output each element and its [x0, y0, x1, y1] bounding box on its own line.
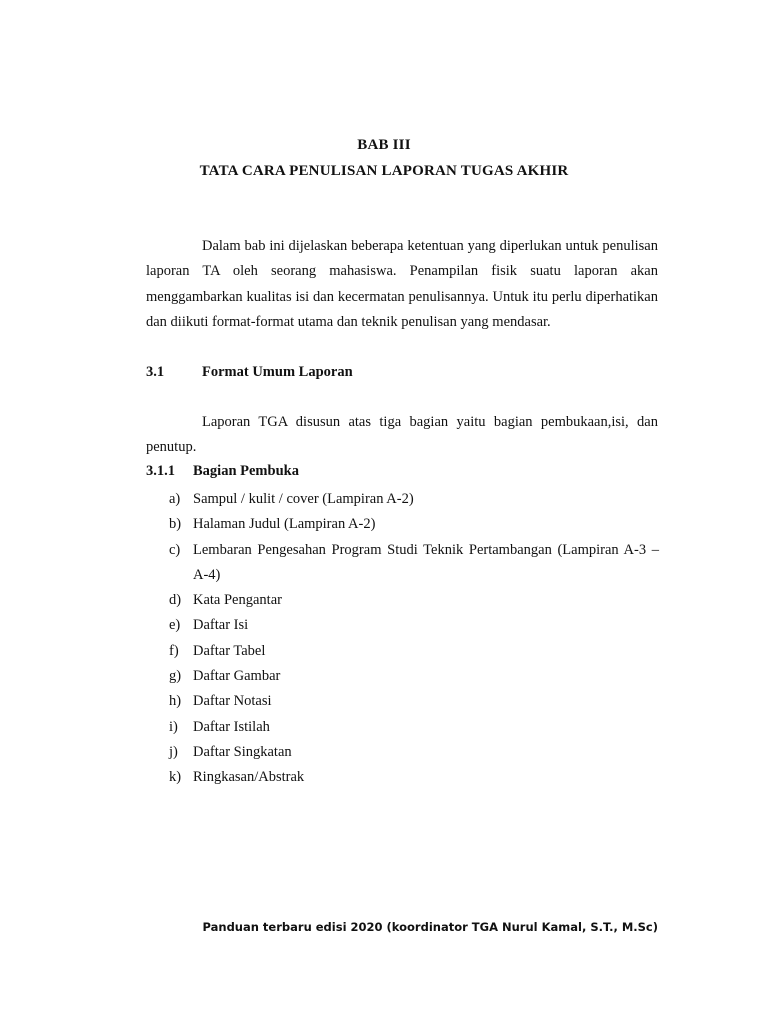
- subsection-title: Bagian Pembuka: [193, 463, 299, 479]
- list-item-text: Ringkasan/Abstrak: [193, 769, 305, 786]
- list-item: [169, 588, 659, 613]
- list-item: [169, 487, 659, 512]
- section-number: 3.1: [146, 364, 165, 380]
- list-item-text: Halaman Judul (Lampiran A-2): [193, 516, 376, 533]
- list-item: [169, 512, 659, 537]
- list-item-letter: f): [169, 642, 179, 659]
- list-item: [169, 613, 659, 638]
- list-item-letter: g): [169, 668, 182, 685]
- list-item-text: Sampul / kulit / cover (Lampiran A-2): [193, 491, 414, 507]
- list-item-text: Lembaran Pengesahan Program Studi Teknik Pertambangan (Lampiran A-3 – A-4): [193, 541, 659, 583]
- section-heading: [146, 364, 353, 381]
- list-item-letter: k): [169, 769, 182, 786]
- list-item-letter: d): [169, 592, 182, 609]
- list-item-text: Daftar Istilah: [193, 718, 270, 735]
- list-item: [169, 664, 659, 689]
- list-item: [169, 715, 659, 740]
- chapter-title: TATA CARA PENULISAN LAPORAN TUGAS AKHIR: [199, 163, 569, 179]
- list-item-text: Daftar Singkatan: [193, 743, 292, 760]
- list-item: [169, 689, 659, 714]
- list-item-letter: i): [169, 718, 178, 735]
- list-item-letter: e): [169, 617, 181, 634]
- list-item-text: Daftar Isi: [193, 617, 249, 634]
- list-item-letter: a): [169, 491, 181, 507]
- list-item: [169, 765, 659, 790]
- list-item-text: Kata Pengantar: [193, 592, 282, 609]
- intro-paragraph: Dalam bab ini dijelaskan beberapa ketentuan yang diperlukan untuk penulisan laporan TA oleh seorang mahasiswa. Penampilan fisik suatu laporan akan menggambarkan kualitas isi dan kecermatan penulisannya. Untuk itu perlu diperhatikan dan diikuti format-format utama dan teknik penulisan yang mendasar.: [146, 238, 658, 330]
- section-title: Format Umum Laporan: [202, 364, 353, 380]
- page-footer: Panduan terbaru edisi 2020 (koordinator TGA Nurul Kamal, S.T., M.Sc): [202, 920, 658, 934]
- list-item-text: Daftar Notasi: [193, 693, 272, 710]
- list-item: [169, 538, 659, 589]
- list-item: [169, 740, 659, 765]
- list-item-letter: c): [169, 541, 181, 558]
- subsection-heading: [146, 463, 299, 480]
- list-item-letter: j): [169, 743, 178, 760]
- list-item-text: Daftar Tabel: [193, 642, 266, 659]
- list-item-text: Daftar Gambar: [193, 668, 281, 685]
- subsection-number: 3.1.1: [146, 463, 175, 479]
- list-item-letter: h): [169, 693, 182, 710]
- chapter-label: BAB III: [357, 137, 411, 153]
- list-item: [169, 639, 659, 664]
- list-item-letter: b): [169, 516, 182, 533]
- section-paragraph: Laporan TGA disusun atas tiga bagian yaitu bagian pembukaan,isi, dan penutup.: [146, 414, 658, 456]
- opening-parts-list: [169, 487, 659, 791]
